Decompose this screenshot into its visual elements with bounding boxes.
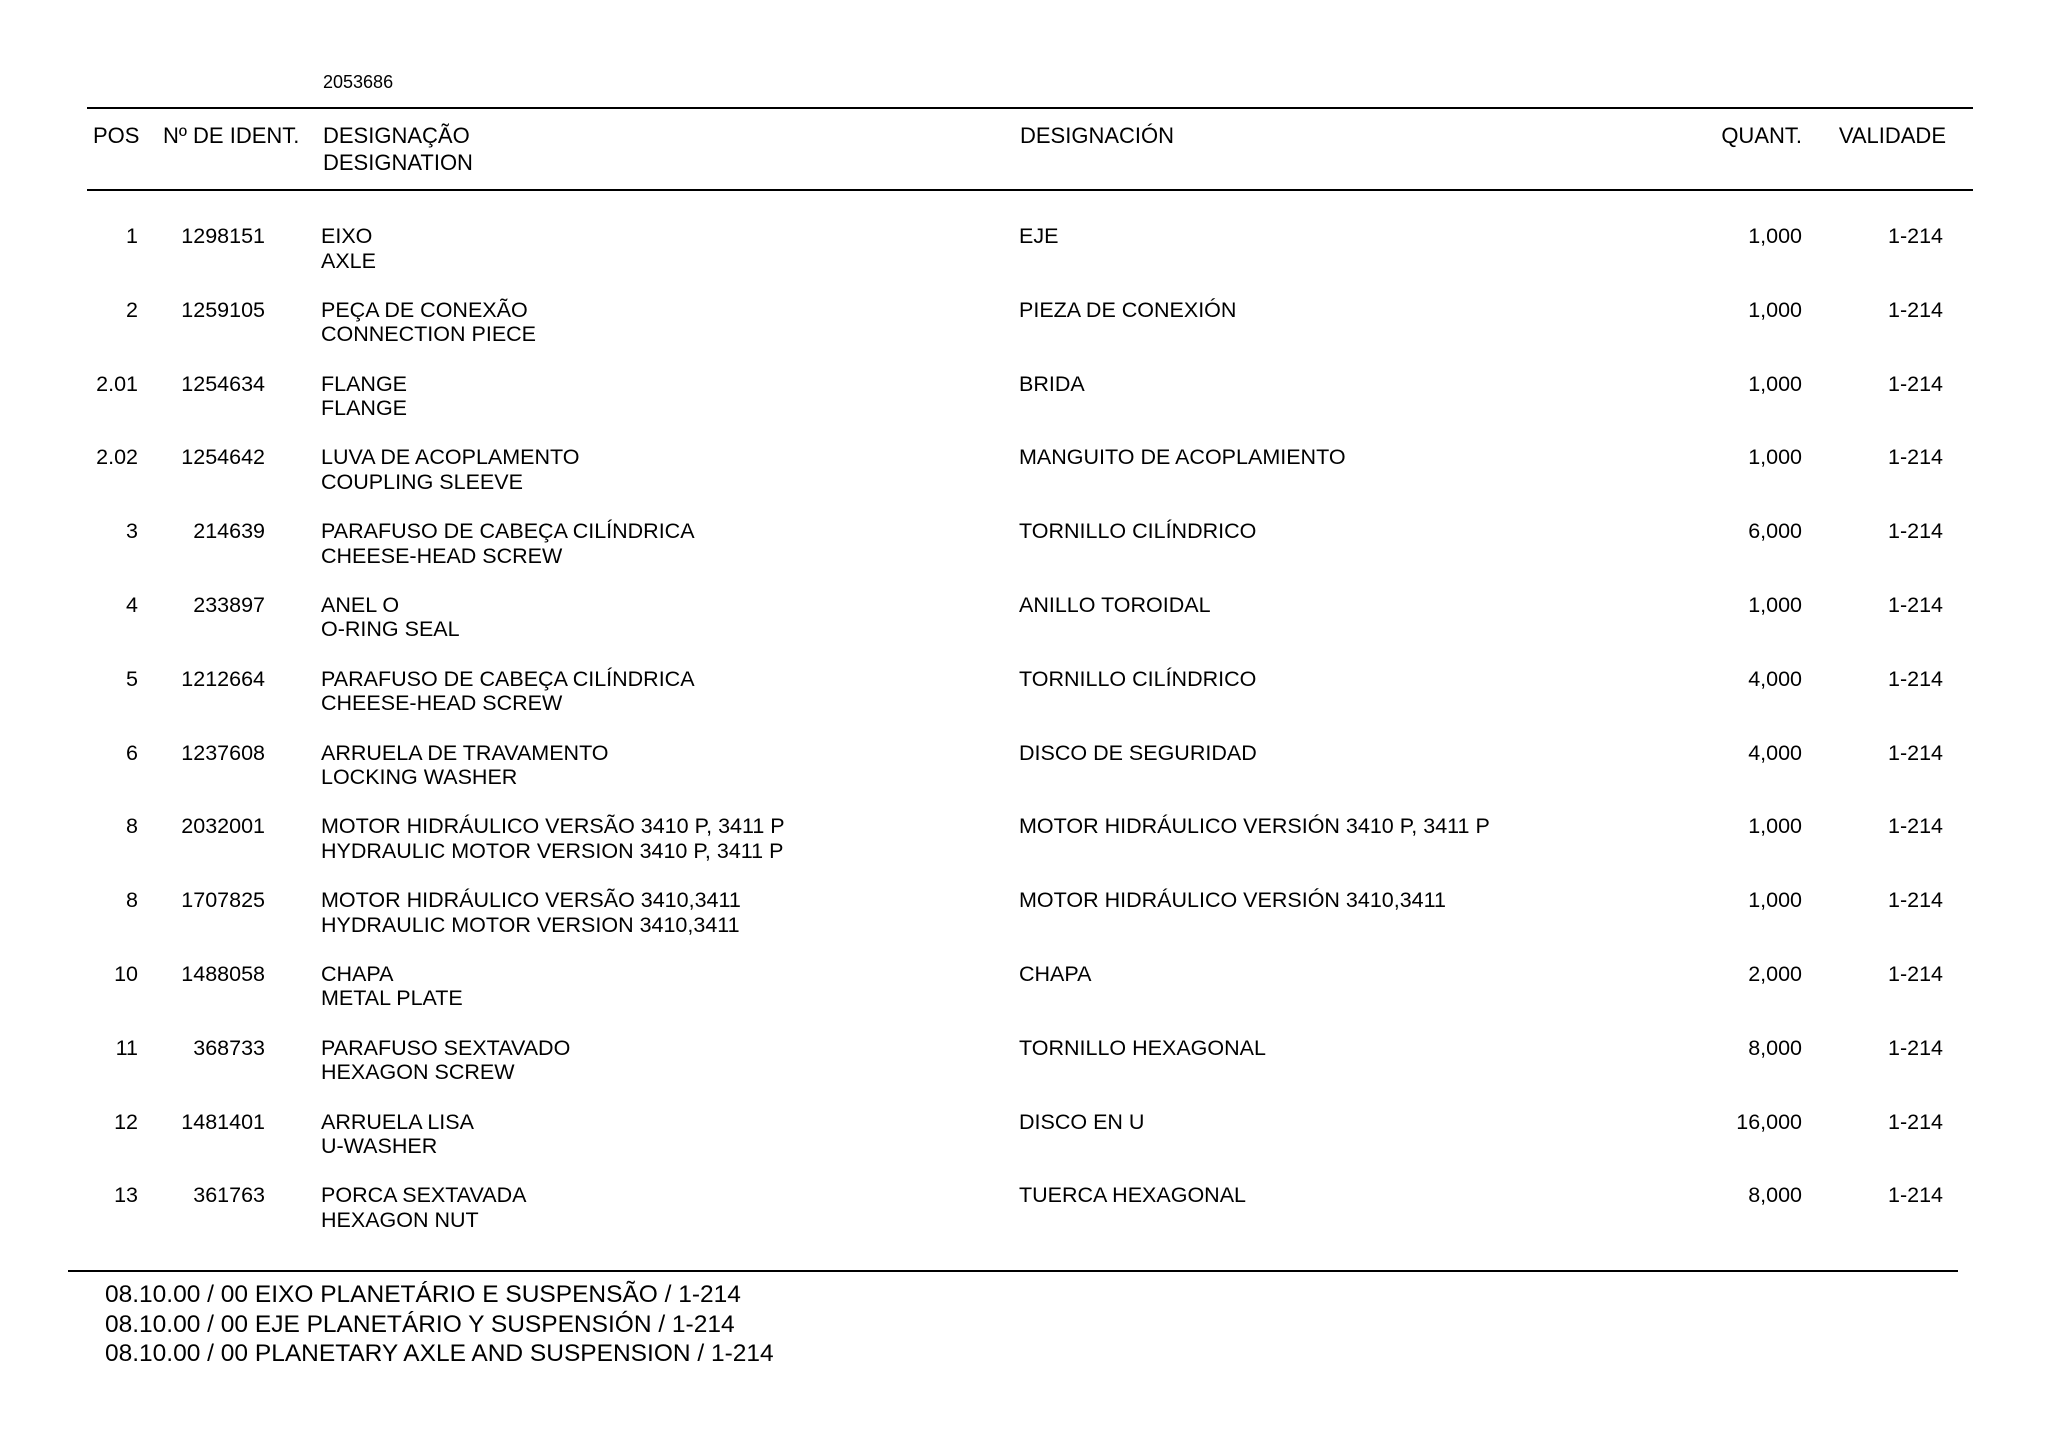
row-designation-en: CHEESE-HEAD SCREW [321,691,563,716]
row-designation-es: EJE [1019,224,1059,248]
row-designation-en: METAL PLATE [321,986,463,1011]
row-designation-es: MOTOR HIDRÁULICO VERSIÓN 3410 P, 3411 P [1019,814,1490,839]
row-ident: 1254642 [181,445,265,470]
row-quant: 16,000 [1736,1109,1802,1134]
row-designation-es: TORNILLO CILÍNDRICO [1019,666,1257,691]
row-designation-es: DISCO EN U [1019,1109,1145,1134]
row-validity: 1-214 [1888,814,1943,839]
row-designation-pt: MOTOR HIDRÁULICO VERSÃO 3410 P, 3411 P [321,814,785,839]
row-validity: 1-214 [1888,371,1943,396]
row-designation-es: ANILLO TOROIDAL [1019,592,1211,617]
table-row [0,445,2048,519]
row-designation-pt: ANEL O [321,592,400,617]
row-quant: 1,000 [1748,814,1802,839]
row-designation-en: CHEESE-HEAD SCREW [321,543,563,568]
header-divider [87,189,1973,191]
row-designation [321,445,579,494]
row-ident: 1481401 [181,1109,265,1134]
header-designation [323,122,473,176]
row-pos: 3 [126,519,138,544]
row-designation [321,1110,474,1159]
row-pos: 2 [126,297,138,322]
row-ident: 2032001 [181,814,265,839]
row-ident: 1237608 [181,740,265,765]
row-ident: 1212664 [181,666,265,691]
row-quant: 1,000 [1748,297,1802,322]
row-pos: 8 [126,888,138,913]
row-ident: 214639 [193,519,265,544]
header-pos: POS [93,123,140,148]
row-designation-en: FLANGE [321,396,408,421]
row-designation-pt: EIXO [321,224,373,248]
row-designation-en: AXLE [321,248,376,273]
row-designation-en: HEXAGON SCREW [321,1060,515,1085]
row-designation-en: CONNECTION PIECE [321,322,537,347]
row-validity: 1-214 [1888,445,1943,470]
row-ident: 1254634 [181,371,265,396]
row-designation-es: MOTOR HIDRÁULICO VERSIÓN 3410,3411 [1019,888,1446,913]
row-quant: 1,000 [1748,224,1802,248]
row-designation-es: TUERCA HEXAGONAL [1019,1183,1246,1208]
document-number: 2053686 [323,72,394,92]
row-designation-es: PIEZA DE CONEXIÓN [1019,297,1237,322]
row-designation [321,1036,570,1085]
header-ident: Nº DE IDENT. [163,123,300,148]
row-pos: 11 [115,1035,138,1060]
row-validity: 1-214 [1888,297,1943,322]
row-designation-es: MANGUITO DE ACOPLAMIENTO [1019,445,1346,470]
row-designation-es: TORNILLO HEXAGONAL [1019,1035,1266,1060]
row-ident: 361763 [193,1183,265,1208]
row-designation [321,519,695,568]
row-pos: 8 [126,814,138,839]
row-designation [321,888,741,937]
footer-line-pt: 08.10.00 / 00 EIXO PLANETÁRIO E SUSPENSÃO / 1-214 [105,1281,741,1308]
row-ident: 1707825 [181,888,265,913]
row-ident: 1298151 [181,224,265,248]
header-designation-pt: DESIGNAÇÃO [323,123,470,148]
row-designation-pt: ARRUELA DE TRAVAMENTO [321,740,609,765]
table-row [0,962,2048,1036]
row-quant: 1,000 [1748,445,1802,470]
row-validity: 1-214 [1888,888,1943,913]
row-quant: 2,000 [1748,961,1802,986]
table-row [0,888,2048,962]
top-divider [87,107,1973,109]
row-designation [321,962,463,1011]
row-designation-en: U-WASHER [321,1134,438,1159]
row-designation-pt: PARAFUSO DE CABEÇA CILÍNDRICA [321,666,695,691]
row-quant: 6,000 [1748,519,1802,544]
row-pos: 6 [126,740,138,765]
row-designation-pt: PEÇA DE CONEXÃO [321,297,528,322]
row-designation-es: CHAPA [1019,961,1092,986]
row-designation-pt: CHAPA [321,961,394,986]
row-validity: 1-214 [1888,519,1943,544]
header-validity: VALIDADE [1838,123,1946,148]
row-designation [321,814,785,863]
row-quant: 4,000 [1748,666,1802,691]
row-designation-pt: PORCA SEXTAVADA [321,1183,527,1208]
table-row [0,298,2048,372]
table-row [0,519,2048,593]
footer [105,1280,774,1369]
row-designation-en: O-RING SEAL [321,617,460,642]
row-validity: 1-214 [1888,1109,1943,1134]
header-quant: QUANT. [1721,123,1802,148]
row-quant: 1,000 [1748,371,1802,396]
row-validity: 1-214 [1888,740,1943,765]
row-designation-es: DISCO DE SEGURIDAD [1019,740,1257,765]
row-designation-es: TORNILLO CILÍNDRICO [1019,519,1257,544]
row-designation-en: COUPLING SLEEVE [321,469,523,494]
row-quant: 1,000 [1748,888,1802,913]
table-row [0,593,2048,667]
table-row [0,1036,2048,1110]
table-row [0,814,2048,888]
row-pos: 2.01 [96,371,138,396]
table-row [0,1183,2048,1257]
row-designation-es: BRIDA [1019,371,1085,396]
row-validity: 1-214 [1888,666,1943,691]
row-ident: 233897 [193,592,265,617]
header-designation-en: DESIGNATION [323,150,473,175]
row-designation [321,224,376,273]
row-pos: 2.02 [96,445,138,470]
row-pos: 10 [114,961,138,986]
row-designation [321,298,536,347]
row-validity: 1-214 [1888,1183,1943,1208]
row-designation [321,741,609,790]
row-designation-en: LOCKING WASHER [321,765,518,790]
row-pos: 12 [114,1109,138,1134]
row-designation [321,667,695,716]
table-row [0,224,2048,298]
table-row [0,1110,2048,1184]
row-designation-pt: PARAFUSO DE CABEÇA CILÍNDRICA [321,519,695,544]
row-ident: 1488058 [181,961,265,986]
bottom-divider [68,1270,1958,1272]
table-row [0,741,2048,815]
row-pos: 13 [114,1183,138,1208]
table-row [0,667,2048,741]
table-row [0,372,2048,446]
row-designation-pt: FLANGE [321,371,408,396]
row-validity: 1-214 [1888,1035,1943,1060]
row-ident: 368733 [193,1035,265,1060]
parts-table-body [0,224,2048,1257]
row-designation-pt: ARRUELA LISA [321,1109,474,1134]
header-designation-es: DESIGNACIÓN [1020,123,1175,148]
row-designation-pt: LUVA DE ACOPLAMENTO [321,445,580,470]
row-designation-pt: PARAFUSO SEXTAVADO [321,1035,571,1060]
row-validity: 1-214 [1888,224,1943,248]
row-designation [321,372,407,421]
row-quant: 8,000 [1748,1035,1802,1060]
row-designation [321,593,460,642]
row-designation-en: HYDRAULIC MOTOR VERSION 3410,3411 [321,912,740,937]
row-validity: 1-214 [1888,592,1943,617]
row-designation [321,1183,527,1232]
row-quant: 1,000 [1748,592,1802,617]
row-ident: 1259105 [181,297,265,322]
row-designation-en: HYDRAULIC MOTOR VERSION 3410 P, 3411 P [321,838,784,863]
footer-line-en: 08.10.00 / 00 PLANETARY AXLE AND SUSPENSION / 1-214 [105,1340,774,1367]
row-pos: 5 [126,666,138,691]
row-quant: 8,000 [1748,1183,1802,1208]
row-pos: 4 [126,592,138,617]
row-designation-pt: MOTOR HIDRÁULICO VERSÃO 3410,3411 [321,888,741,913]
row-designation-en: HEXAGON NUT [321,1207,479,1232]
row-validity: 1-214 [1888,961,1943,986]
row-quant: 4,000 [1748,740,1802,765]
footer-line-es: 08.10.00 / 00 EJE PLANETÁRIO Y SUSPENSIÓN / 1-214 [105,1310,735,1338]
row-pos: 1 [126,224,138,248]
